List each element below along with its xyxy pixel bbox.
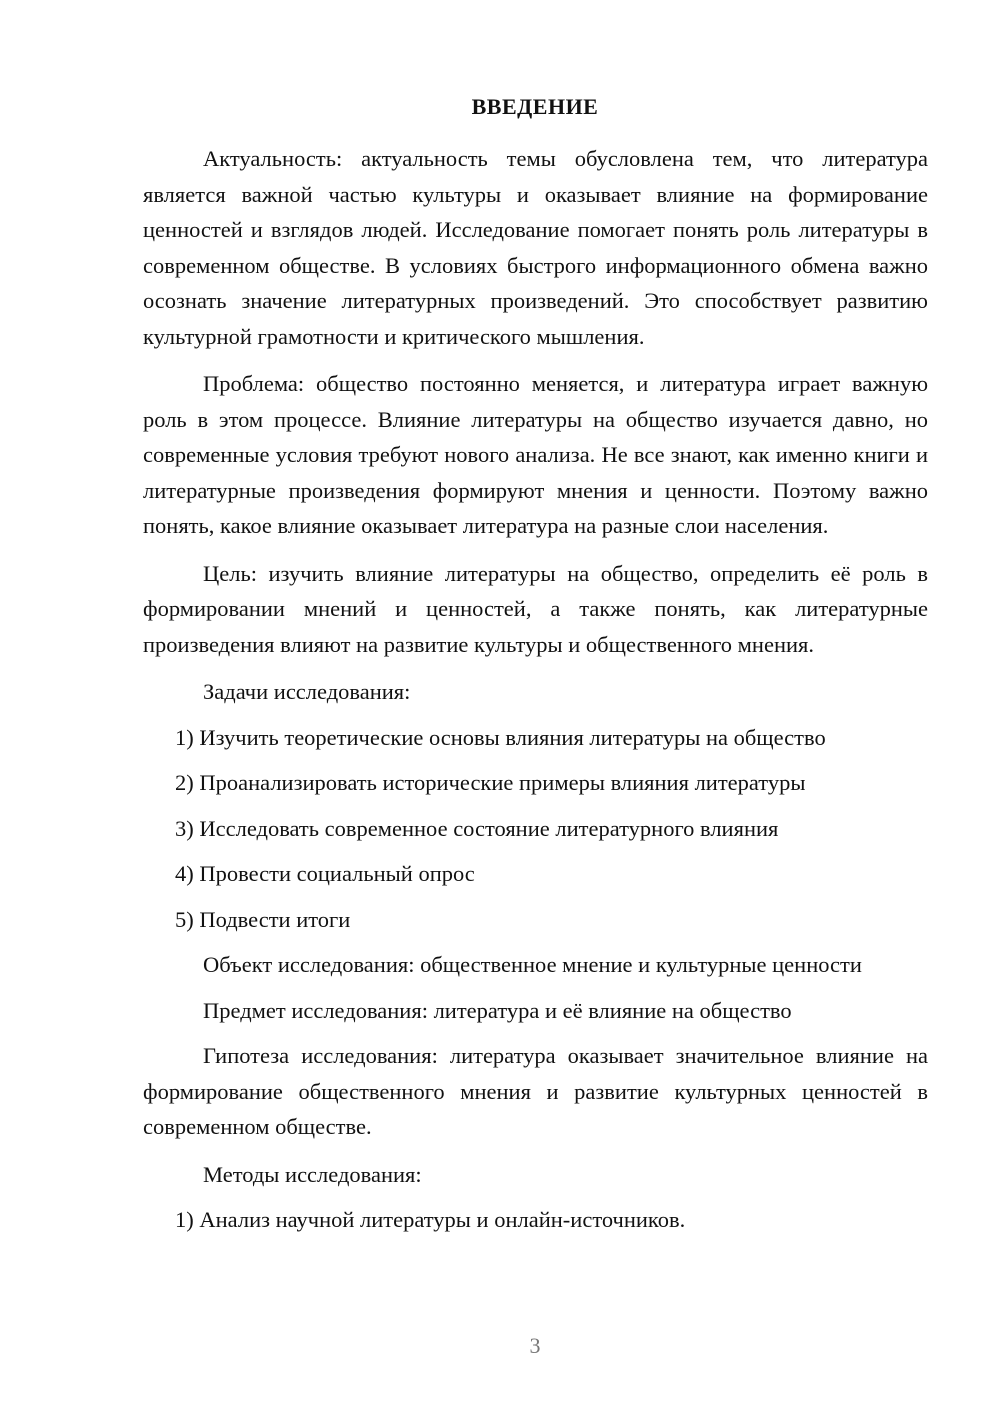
task-item-4: 4) Провести социальный опрос — [175, 861, 475, 886]
task-item-3: 3) Исследовать современное состояние литературного влияния — [175, 815, 779, 841]
task-item-1: 1) Изучить теоретические основы влияния литературы на общество — [175, 724, 826, 750]
methods-heading: Методы исследования: — [203, 1161, 422, 1187]
paragraph-problem: Проблема: общество постоянно меняется, и литература играет важную роль в этом процессе. Влияние литературы на общество изучается давно, но современные условия требуют нового анализа. Не все знают, как именно книги и литературные произведения формируют мнения и ценности. Поэтому важно понять, какое влияние оказывает литература на разные слои населения. — [143, 371, 928, 538]
document-body — [143, 141, 928, 1248]
section-title: ВВЕДЕНИЕ — [471, 94, 599, 119]
paragraph-goal: Цель: изучить влияние литературы на общество, определить её роль в формировании мнений и ценностей, а также понять, как литературные произведения влияют на развитие культуры и общественного мнения. — [143, 560, 928, 657]
paragraph-hypothesis: Гипотеза исследования: литература оказывает значительное влияние на формирование общественного мнения и развитие культурных ценностей в современном обществе. — [143, 1043, 928, 1139]
method-item-1: 1) Анализ научной литературы и онлайн-источников. — [175, 1207, 686, 1232]
task-item-5: 5) Подвести итоги — [175, 906, 351, 932]
task-item-2: 2) Проанализировать исторические примеры влияния литературы — [175, 770, 806, 795]
research-object: Объект исследования: общественное мнение и культурные ценности — [203, 952, 862, 977]
paragraph-relevance: Актуальность: актуальность темы обусловлена тем, что литература является важной частью культуры и оказывает влияние на формирование ценностей и взглядов людей. Исследование помогает понять роль литературы в современном обществе. В условиях быстрого информационного обмена важно осознать значение литературных произведений. Это способствует развитию культурной грамотности и критического мышления. — [143, 146, 928, 349]
tasks-heading: Задачи исследования: — [203, 679, 411, 704]
research-subject: Предмет исследования: литература и её влияние на общество — [203, 997, 792, 1023]
page-number: 3 — [529, 1333, 541, 1358]
